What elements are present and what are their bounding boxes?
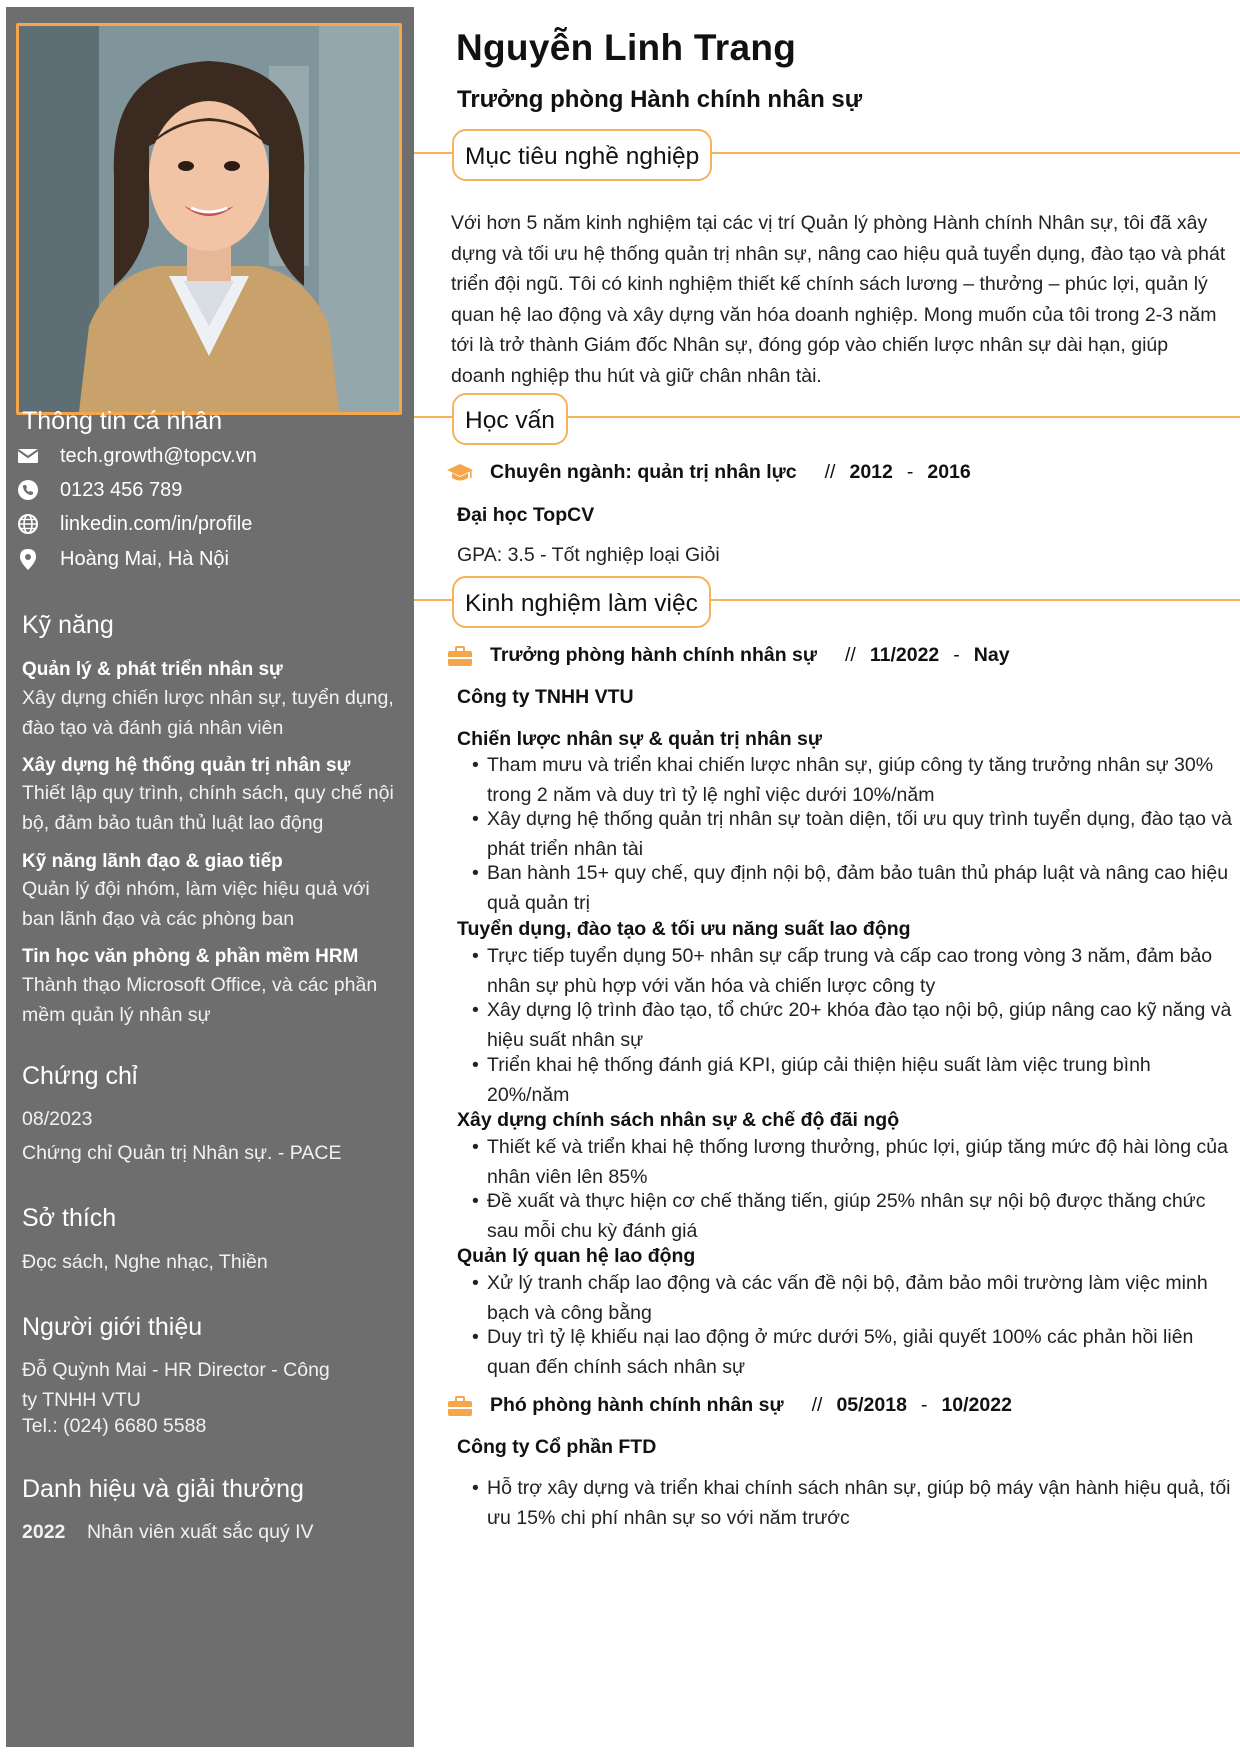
job-company: Công ty Cổ phần FTD — [457, 1436, 657, 1458]
skill-title: Kỹ năng lãnh đạo & giao tiếp — [22, 851, 283, 872]
dash: - — [953, 644, 960, 666]
reference-phone: Tel.: (024) 6680 5588 — [22, 1415, 207, 1437]
education-start: 2012 — [849, 461, 893, 483]
education-school: Đại học TopCV — [457, 504, 595, 526]
skill-title: Quản lý & phát triển nhân sự — [22, 659, 283, 680]
job-bullet: • Xây dựng hệ thống quản trị nhân sự toàn diện, tối ưu quy trình tuyển dụng, đào tạo và phát triển nhân tài — [474, 804, 1234, 864]
objective-text: Với hơn 5 năm kinh nghiệm tại các vị trí Quản lý phòng Hành chính Nhân sự, tôi đã xây dựng và tối ưu hệ thống quản trị nhân sự, nâng cao hiệu quả tuyển dụng, đào tạo và phát triển đội ngũ. Tôi có kinh nghiệm thiết kế chính sách lương – thưởng – phúc lợi, quản lý quan hệ lao động và xây dựng văn hóa doanh nghiệp. Mong muốn của tôi trong 2-3 năm tới là trở thành Giám đốc Nhân sự, đóng góp vào chiến lược nhân sự dài hạn, giúp doanh nghiệp thu hút và giữ chân nhân tài. — [451, 212, 1226, 387]
candidate-title: Trưởng phòng Hành chính nhân sự — [457, 86, 863, 113]
reference-text: Đỗ Quỳnh Mai - HR Director - Công ty TNHH VTU — [22, 1359, 330, 1411]
education-end: 2016 — [927, 461, 971, 483]
job-subheading: Quản lý quan hệ lao động — [457, 1245, 696, 1267]
job-bullet: • Xử lý tranh chấp lao động và các vấn đề nội bộ, đảm bảo môi trường làm việc minh bạch và công bằng — [474, 1268, 1234, 1328]
job-start: 11/2022 — [869, 644, 940, 666]
job-bullet: • Ban hành 15+ quy chế, quy định nội bộ, đảm bảo tuân thủ pháp luật và nâng cao hiệu quả quản trị — [474, 858, 1234, 918]
separator: // — [845, 644, 856, 666]
briefcase-icon — [447, 645, 473, 667]
contact-phone[interactable] — [16, 478, 182, 502]
candidate-name: Nguyễn Linh Trang — [456, 27, 797, 68]
location-pin-icon — [16, 547, 40, 571]
job-end: Nay — [973, 644, 1010, 666]
email-text: tech.growth@topcv.vn — [60, 444, 257, 467]
education-row — [447, 461, 971, 484]
portrait-illustration — [19, 26, 399, 412]
job-bullet: • Thiết kế và triển khai hệ thống lương thưởng, phúc lợi, giúp tăng mức độ hài lòng của nhân viên lên 85% — [474, 1132, 1234, 1192]
dash: - — [906, 461, 914, 483]
experience-heading: Kinh nghiệm làm việc — [452, 576, 711, 628]
reference-heading: Người giới thiệu — [22, 1313, 203, 1341]
globe-icon — [16, 512, 40, 536]
education-heading: Học vấn — [452, 393, 568, 445]
job-subheading: Tuyển dụng, đào tạo & tối ưu năng suất lao động — [457, 918, 911, 940]
job-start: 05/2018 — [836, 1394, 907, 1416]
job-bullet: • Xây dựng lộ trình đào tạo, tổ chức 20+ khóa đào tạo nội bộ, giúp nâng cao kỹ năng và hiệu suất nhân sự — [474, 995, 1234, 1055]
skill-title: Tin học văn phòng & phần mềm HRM — [22, 946, 359, 967]
separator: // — [811, 1394, 823, 1416]
objective-heading: Mục tiêu nghề nghiệp — [452, 129, 712, 181]
job-role: Trưởng phòng hành chính nhân sự — [490, 644, 817, 666]
contact-address — [16, 547, 229, 571]
address-text: Hoàng Mai, Hà Nội — [60, 547, 229, 570]
personal-info-heading: Thông tin cá nhân — [22, 407, 223, 435]
profile-photo — [16, 23, 402, 415]
education-gpa: GPA: 3.5 - Tốt nghiệp loại Giỏi — [457, 544, 720, 566]
briefcase-icon — [447, 1395, 473, 1417]
awards-heading: Danh hiệu và giải thưởng — [22, 1475, 304, 1503]
job-row — [447, 644, 1010, 667]
phone-text: 0123 456 789 — [60, 478, 183, 501]
contact-website[interactable] — [16, 512, 252, 536]
award-name: Nhân viên xuất sắc quý IV — [87, 1521, 314, 1543]
job-bullet: • Tham mưu và triển khai chiến lược nhân sự, giúp công ty tăng trưởng nhân sự 30% trong 2 năm và duy trì tỷ lệ nghỉ việc dưới 10%/năm — [474, 750, 1234, 810]
main-content — [414, 0, 1240, 1755]
dash: - — [920, 1394, 928, 1416]
hobbies-heading: Sở thích — [22, 1204, 117, 1232]
job-bullet: • Đề xuất và thực hiện cơ chế thăng tiến, giúp 25% nhân sự nội bộ được thăng chức sau mỗi chu kỳ đánh giá — [474, 1186, 1234, 1246]
job-bullet: • Trực tiếp tuyển dụng 50+ nhân sự cấp trung và cấp cao trong vòng 3 năm, đảm bảo nhân sự phù hợp với văn hóa và chiến lược công ty — [474, 941, 1234, 1001]
job-subheading: Chiến lược nhân sự & quản trị nhân sự — [457, 728, 823, 750]
skill-desc: Quản lý đội nhóm, làm việc hiệu quả với ban lãnh đạo và các phòng ban — [22, 878, 370, 930]
job-company: Công ty TNHH VTU — [457, 686, 634, 708]
skill-desc: Thành thạo Microsoft Office, và các phần mềm quản lý nhân sự — [22, 974, 378, 1026]
certificate-date: 08/2023 — [22, 1108, 93, 1130]
phone-icon — [16, 478, 40, 502]
job-bullet: • Hỗ trợ xây dựng và triển khai chính sách nhân sự, giúp bộ máy vận hành hiệu quả, tối ưu 15% chi phí nhân sự so với năm trước — [474, 1473, 1234, 1533]
education-major: Chuyên ngành: quản trị nhân lực — [490, 461, 797, 483]
job-bullet: • Duy trì tỷ lệ khiếu nại lao động ở mức dưới 5%, giải quyết 100% các phản hồi liên quan đến chính sách nhân sự — [474, 1322, 1234, 1382]
skill-title: Xây dựng hệ thống quản trị nhân sự — [22, 755, 351, 776]
skill-desc: Xây dựng chiến lược nhân sự, tuyển dụng, đào tạo và đánh giá nhân viên — [22, 687, 394, 739]
separator: // — [824, 461, 836, 483]
skills-heading: Kỹ năng — [22, 611, 114, 639]
envelope-icon — [16, 444, 40, 468]
certificate-name: Chứng chỉ Quản trị Nhân sự. - PACE — [22, 1142, 342, 1164]
job-bullet: • Triển khai hệ thống đánh giá KPI, giúp cải thiện hiệu suất làm việc trung bình 20%/năm — [474, 1050, 1234, 1110]
job-end: 10/2022 — [941, 1394, 1012, 1416]
contact-email[interactable] — [16, 444, 257, 468]
certificates-heading: Chứng chỉ — [22, 1062, 138, 1090]
award-year: 2022 — [22, 1521, 66, 1543]
skill-desc: Thiết lập quy trình, chính sách, quy chế nội bộ, đảm bảo tuân thủ luật lao động — [22, 782, 394, 834]
website-text: linkedin.com/in/profile — [60, 512, 253, 535]
job-role: Phó phòng hành chính nhân sự — [490, 1394, 784, 1416]
job-subheading: Xây dựng chính sách nhân sự & chế độ đãi ngộ — [457, 1109, 900, 1131]
graduation-cap-icon — [447, 462, 473, 484]
job-row — [447, 1394, 1012, 1417]
hobbies-text: Đọc sách, Nghe nhạc, Thiền — [22, 1251, 268, 1273]
sidebar — [6, 7, 414, 1747]
